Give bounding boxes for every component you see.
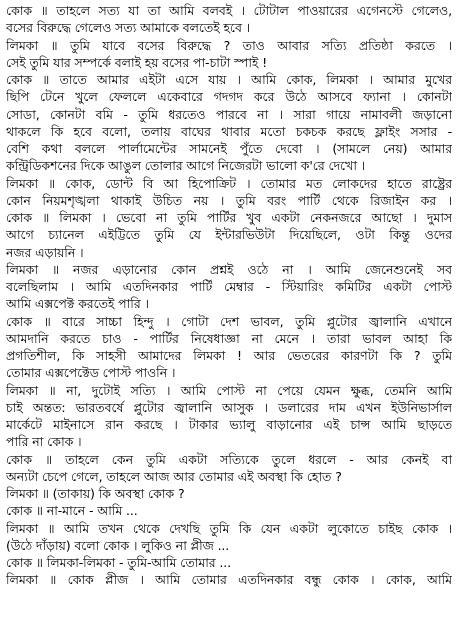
text-line: কোন নিয়মশৃঙ্খলা থাকাই উচিত নয় । তুমি বরং পার্টি থেকে রিজাইন কর ।: [6, 192, 452, 208]
text-line: বেশি কথা বললে পার্লামেন্টের সামনেই পুঁতে দেবো । (সামলে নেয়) আমার: [6, 141, 452, 156]
text-line: পারি না কোক ।: [6, 434, 82, 450]
text-line: লিমকা ॥ না, দুটোই সত্যি । আমি পোস্ট না পেয়ে যেমন ক্ষুব্ধ, তেমনি আমি: [6, 382, 452, 398]
text-line: কোক ॥ বারে সাচ্চা হিন্দু । গোটা দেশ ভাবল, তুমি প্লুটোর জ্বালানি এখানে: [6, 313, 452, 329]
text-line: প্রগতিশীল, কি সাহসী আমাদের লিমকা ! আর ভেতরের কারণটা কি ? তুমি: [6, 348, 452, 363]
text-line: (উঠে দাঁড়ায়) বলো কোক । লুকিও না প্লীজ ...: [6, 537, 230, 553]
text-line: লিমকা ॥ তুমি যাবে বসের বিরুদ্ধে ? তাও আবার সত্যি প্রতিষ্ঠা করতে ।: [6, 37, 452, 53]
text-line: সেই তুমি যার সম্পর্কে বলাই হয় বসের পা-চাটা স্পাই !: [6, 54, 268, 70]
text-line: চাই অন্তত: ভারতবর্ষে প্লুটোর জ্বালানি আসুক । ডলারের দাম এখন ইউনিভার্সাল: [6, 399, 452, 415]
text-line: সোডা, কোনটা বমি - তুমি ধরতেও পারবে না । সারা গায়ে নামাবলী জড়ানো: [6, 106, 452, 122]
text-line: নজর এড়ায়নি ।: [6, 244, 84, 260]
text-line: আমদানি করতে চাও - পার্টির নিষেধাজ্ঞা না মেনে । তারা ভাবল আহা কি: [6, 330, 452, 346]
text-line: মার্কেটে মাইনাসে রান করছে । টাকার ভ্যালু বাড়ানোর এই চান্স আমি ছাড়তে: [6, 417, 452, 432]
text-line: বলেছিলাম । আমি এতদিনকার পার্টি মেম্বার - স্টিয়ারিং কমিটির একটা পোস্ট: [6, 279, 452, 294]
text-line: কোক ॥ না-মানে - আমি ...: [6, 503, 138, 519]
text-line: আগে চ্যানেল এইট্টিতে তুমি যে ইন্টারভিউটা দিয়েছিলে, ওটা কিন্তু ওদের: [6, 227, 452, 243]
text-line: কোক ॥ তাহলে সত্য যা তা আমি বলবই । টোটাল পাওয়ারের এগেনস্টে গেলেও,: [6, 3, 452, 18]
text-line: বসের বিরুদ্ধে গেলেও সত্য আমাকে বলতেই হবে ।: [6, 20, 251, 36]
text-line: লিমকা ॥ আমি তখন থেকে দেখছি তুমি কি যেন একটা লুকোতে চাইছ কোক ।: [6, 520, 452, 536]
text-line: কোক ॥ লিমকা । ভেবো না তুমি পার্টির খুব একটা নেকনজরে আছো । দুমাস: [6, 210, 452, 225]
text-line: লিমকা ॥ (তাকায়) কি অবস্থা কোক ?: [6, 486, 185, 501]
text-line: লিমকা ॥ কোক প্লীজ । আমি তোমার এতদিনকার বন্ধু কোক । কোক, আমি: [6, 572, 452, 588]
text-line: কোক ॥ তাতে আমার এইটা এসে যায় । আমি কোক, লিমকা । আমার মুখের: [6, 72, 452, 87]
text-line: লিমকা ॥ নজর এড়ানোর কোন প্রশ্নই ওঠে না । আমি জেনেশুনেই সব: [6, 261, 452, 277]
text-line: কোক ॥ তাহলে কেন তুমি একটা সত্যিকে তুলে ধরলে - আর কেনই বা: [6, 451, 452, 467]
text-line: কন্ট্রিডিকশনের দিকে আঙুল তোলার আগে নিজেরটা ভালো ক'রে দেখো ।: [6, 158, 366, 174]
text-line: অন্যটা চেপে গেলে, তাহলে আজ আর তোমার এই অবস্থা কি হোত ?: [6, 468, 342, 484]
text-line: তোমার এক্সপেক্টেড পোস্ট পাওনি ।: [6, 365, 176, 381]
text-line: থাকলে কি হবে বলো, তলায় বাঘের থাবার মতো চকচক করছে ফ্লাইং সসার -: [6, 123, 452, 139]
text-line: আমি এক্সপেক্ট করতেই পারি ।: [6, 296, 149, 312]
text-line: ছিপি টেনে খুলে ফেললে একেবারে গদগদ করে উঠে আসবে ফ্যানা । কোনটা: [6, 89, 452, 105]
text-line: লিমকা ॥ কোক, ডোন্ট বি আ হিপোক্রিট । তোমার মত লোকদের হাতে রাষ্ট্রের: [6, 175, 452, 191]
text-line: কোক ॥ লিমকা-লিমকা - তুমি-আমি তোমার ...: [6, 555, 231, 570]
